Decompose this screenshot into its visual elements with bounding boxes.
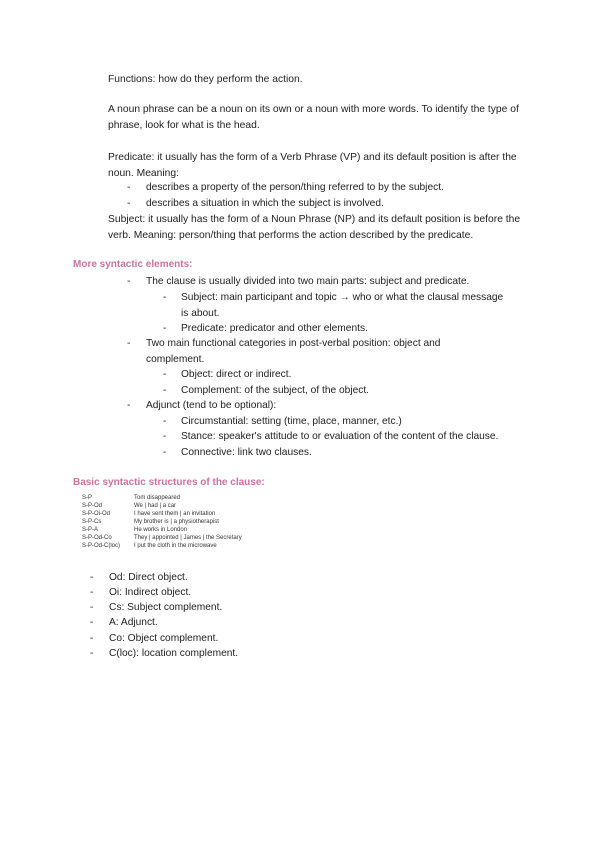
list-subitem: Circumstantial: setting (time, place, manner, etc.): [181, 416, 402, 427]
pattern-cell: S-P-Od-Co: [82, 535, 112, 541]
section-heading-basic-structures: Basic syntactic structures of the clause:: [73, 477, 265, 488]
bullet-dash: -: [90, 617, 94, 628]
legend-item: Cs: Subject complement.: [109, 602, 223, 613]
list-subitem: Subject: main participant and topic → who or what the clausal message is about.: [181, 292, 504, 319]
bullet-dash: -: [163, 431, 167, 442]
bullet-dash: -: [127, 198, 131, 209]
list-item: Two main functional categories in post-verbal position: object and complement.: [146, 338, 441, 365]
functions-text: Functions: how do they perform the action.: [108, 74, 303, 85]
list-subitem: Predicate: predicator and other elements.: [181, 323, 368, 334]
section-heading-syntactic-elements: More syntactic elements:: [73, 259, 193, 270]
bullet-dash: -: [90, 602, 94, 613]
bullet-dash: -: [90, 648, 94, 659]
example-cell: We | had | a car: [134, 503, 177, 509]
list-subitem: Connective: link two clauses.: [181, 447, 312, 458]
bullet-dash: -: [163, 416, 167, 427]
pattern-cell: S-P-Oi-Od: [82, 511, 111, 517]
example-cell: He works in London: [134, 527, 188, 533]
bullet-dash: -: [163, 323, 167, 334]
pattern-cell: S-P-Od: [82, 503, 103, 509]
pattern-cell: S-P-A: [82, 527, 99, 533]
example-cell: I put the cloth in the microwave: [134, 543, 217, 549]
predicate-text: Predicate: it usually has the form of a Verb Phrase (VP) and its default position is after the noun. Meaning:: [108, 152, 517, 179]
list-subitem: Complement: of the subject, of the object.: [181, 385, 370, 396]
bullet-dash: -: [163, 292, 167, 303]
bullet-dash: -: [127, 400, 131, 411]
bullet-dash: -: [127, 276, 131, 287]
bullet-dash: -: [163, 447, 167, 458]
list-item: Adjunct (tend to be optional):: [146, 400, 277, 411]
list-subitem: Stance: speaker's attitude to or evaluation of the content of the clause.: [181, 431, 499, 442]
pattern-cell: S-P-Cs: [82, 519, 102, 525]
bullet-dash: -: [90, 572, 94, 583]
bullet-dash: -: [163, 369, 167, 380]
legend-item: A: Adjunct.: [109, 617, 158, 628]
example-cell: They | appointed | James | the Secretary: [134, 535, 242, 541]
noun-phrase-text: A noun phrase can be a noun on its own or a noun with more words. To identify the type of phrase, look for what is the head.: [108, 104, 519, 131]
legend-item: Oi: Indirect object.: [109, 587, 192, 598]
subject-text: Subject: it usually has the form of a Noun Phrase (NP) and its default position is before the verb. Meaning: person/thing that performs the action described by the predicate.: [108, 214, 521, 241]
bullet-dash: -: [90, 633, 94, 644]
list-subitem: Object: direct or indirect.: [181, 369, 292, 380]
bullet-dash: -: [163, 385, 167, 396]
legend-item: Co: Object complement.: [109, 633, 219, 644]
predicate-bullet-2: describes a situation in which the subject is involved.: [146, 198, 384, 209]
bullet-dash: -: [127, 182, 131, 193]
predicate-bullet-1: describes a property of the person/thing referred to by the subject.: [146, 182, 444, 193]
example-cell: Tom disappeared: [134, 495, 181, 501]
legend-item: Od: Direct object.: [109, 572, 188, 583]
pattern-cell: S-P-Od-C(loc): [82, 543, 121, 549]
example-cell: My brother is | a physiotherapist: [134, 519, 219, 525]
list-item: The clause is usually divided into two main parts: subject and predicate.: [146, 276, 470, 287]
pattern-cell: S-P: [82, 495, 93, 501]
bullet-dash: -: [90, 587, 94, 598]
bullet-dash: -: [127, 338, 131, 349]
legend-item: C(loc): location complement.: [109, 648, 239, 659]
example-cell: I have sent them | an invitation: [134, 511, 216, 517]
